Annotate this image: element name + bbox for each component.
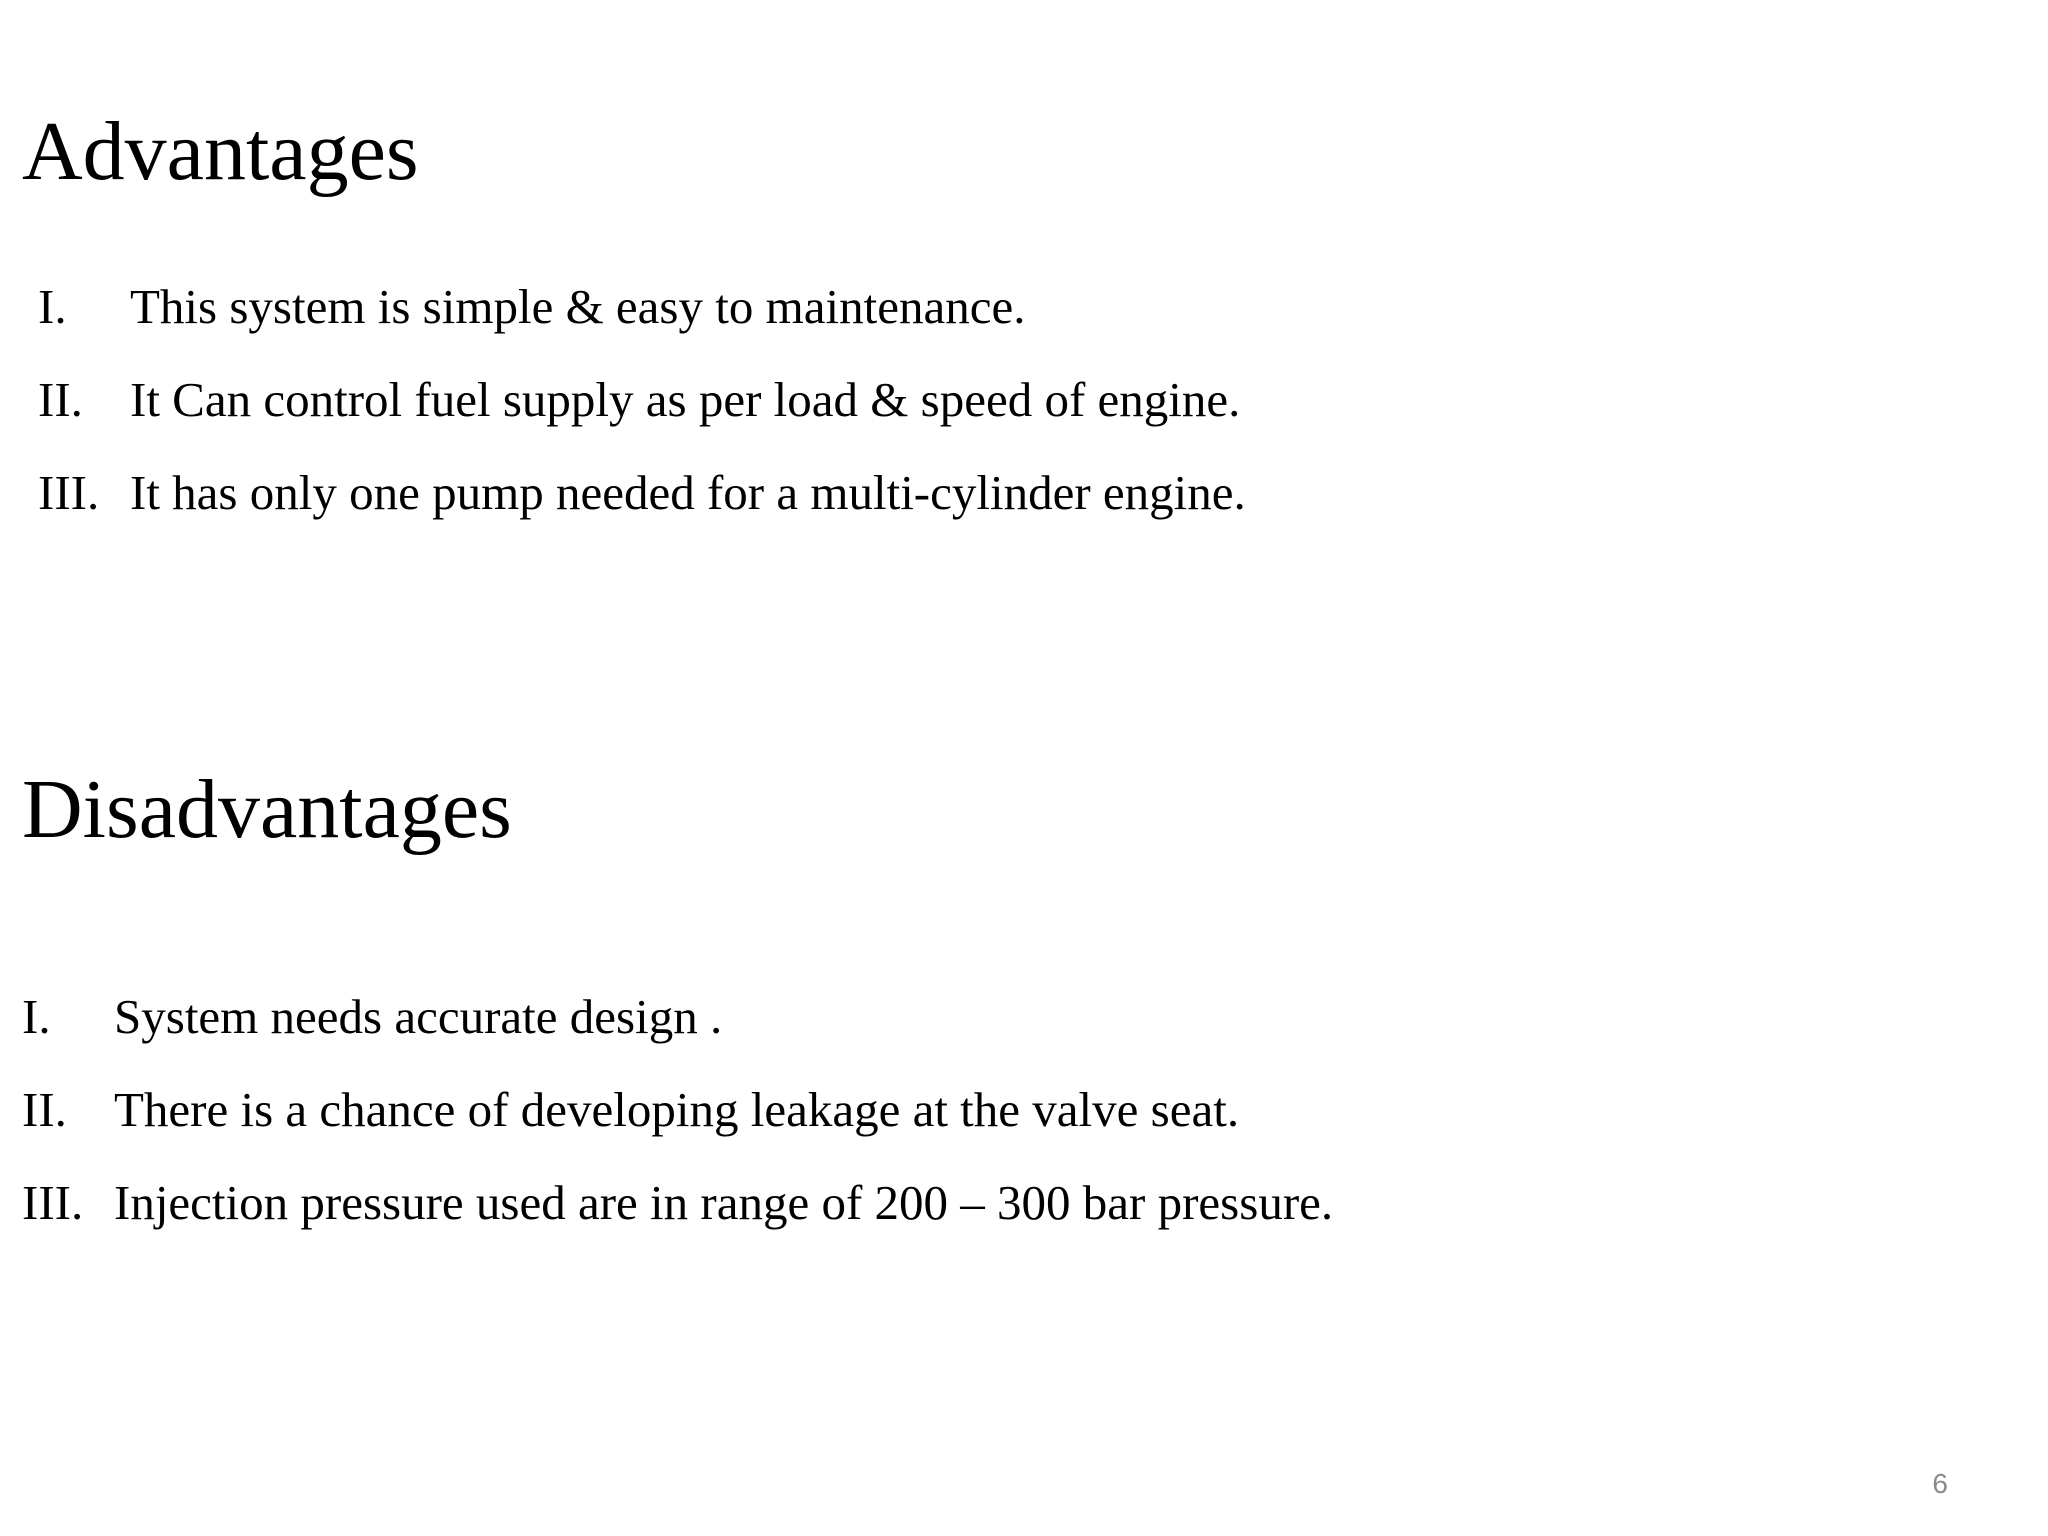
disadvantages-heading: Disadvantages — [22, 763, 512, 856]
list-text: It has only one pump needed for a multi-cylinder engine. — [130, 465, 1246, 520]
advantages-heading: Advantages — [22, 105, 419, 198]
list-number: I. — [38, 279, 67, 334]
list-number: II. — [38, 372, 83, 427]
list-text: Injection pressure used are in range of 200 – 300 bar pressure. — [114, 1175, 1334, 1230]
list-number: III. — [22, 1175, 84, 1230]
list-text: It Can control fuel supply as per load & speed of engine. — [130, 372, 1241, 427]
list-text: System needs accurate design . — [114, 989, 723, 1044]
list-text: There is a chance of developing leakage at the valve seat. — [114, 1082, 1240, 1137]
list-text: This system is simple & easy to maintenance. — [130, 279, 1026, 334]
list-number: I. — [22, 989, 51, 1044]
list-number: II. — [22, 1082, 67, 1137]
page-number: 6 — [1932, 1468, 1948, 1499]
list-number: III. — [38, 465, 100, 520]
